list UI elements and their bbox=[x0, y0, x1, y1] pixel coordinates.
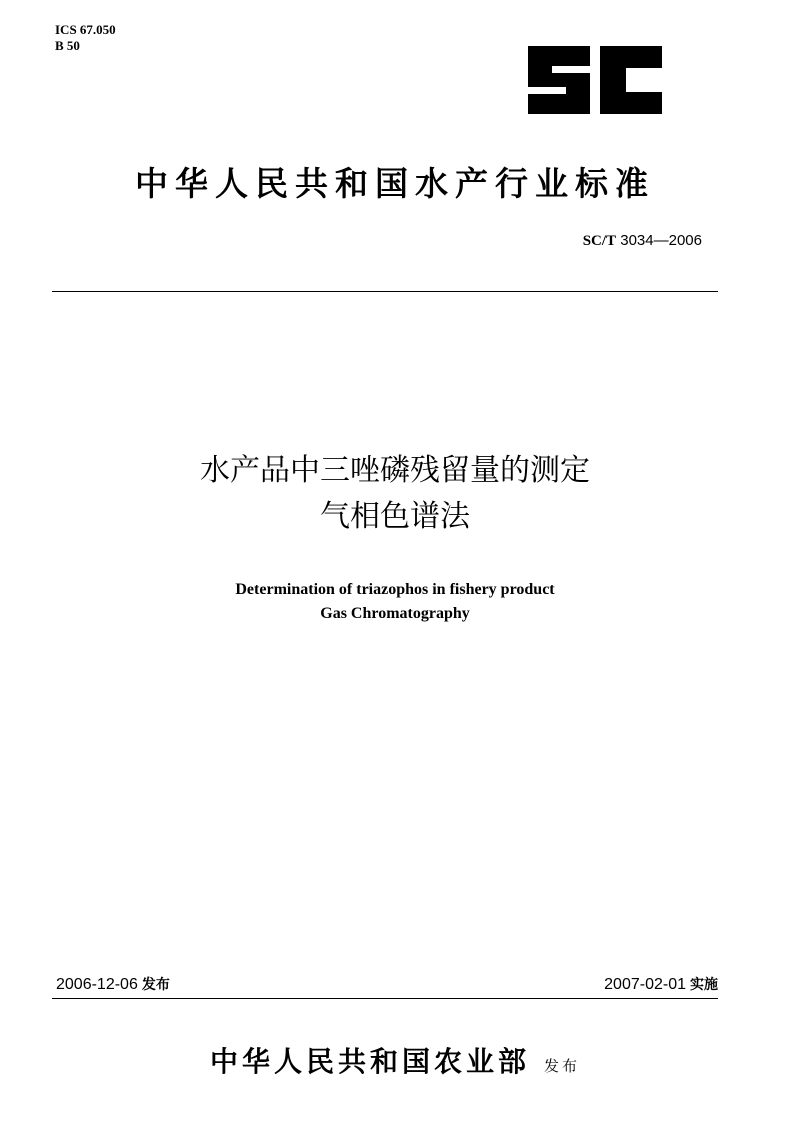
standard-number-prefix: SC/T bbox=[582, 233, 617, 249]
implementation-date bbox=[604, 974, 718, 994]
classification-codes bbox=[55, 22, 116, 54]
issue-date-label: 发布 bbox=[141, 977, 170, 993]
chinese-title-line-1: 水产品中三唑磷残留量的测定 bbox=[200, 453, 590, 488]
english-title bbox=[0, 578, 790, 626]
issuer-action: 发布 bbox=[544, 1057, 581, 1075]
standard-number bbox=[583, 232, 702, 250]
chinese-title bbox=[0, 448, 790, 540]
chinese-title-line-2: 气相色谱法 bbox=[320, 499, 470, 534]
english-title-line-2: Gas Chromatography bbox=[320, 605, 470, 622]
standard-number-value: 3034—2006 bbox=[620, 232, 702, 249]
issuer bbox=[0, 1040, 790, 1080]
top-divider bbox=[52, 291, 718, 292]
bottom-divider bbox=[52, 998, 718, 999]
standard-category-title: 中华人民共和国水产行业标准 bbox=[135, 164, 655, 203]
issue-date bbox=[56, 974, 170, 994]
ics-code: ICS 67.050 bbox=[55, 22, 116, 37]
issue-date-value: 2006-12-06 bbox=[56, 976, 138, 993]
implementation-date-value: 2007-02-01 bbox=[604, 976, 686, 993]
ccs-code: B 50 bbox=[55, 38, 80, 53]
issuer-name: 中华人民共和国农业部 bbox=[209, 1045, 530, 1078]
sc-logo bbox=[528, 46, 662, 114]
implementation-date-label: 实施 bbox=[690, 977, 718, 993]
english-title-line-1: Determination of triazophos in fishery product bbox=[235, 581, 555, 598]
